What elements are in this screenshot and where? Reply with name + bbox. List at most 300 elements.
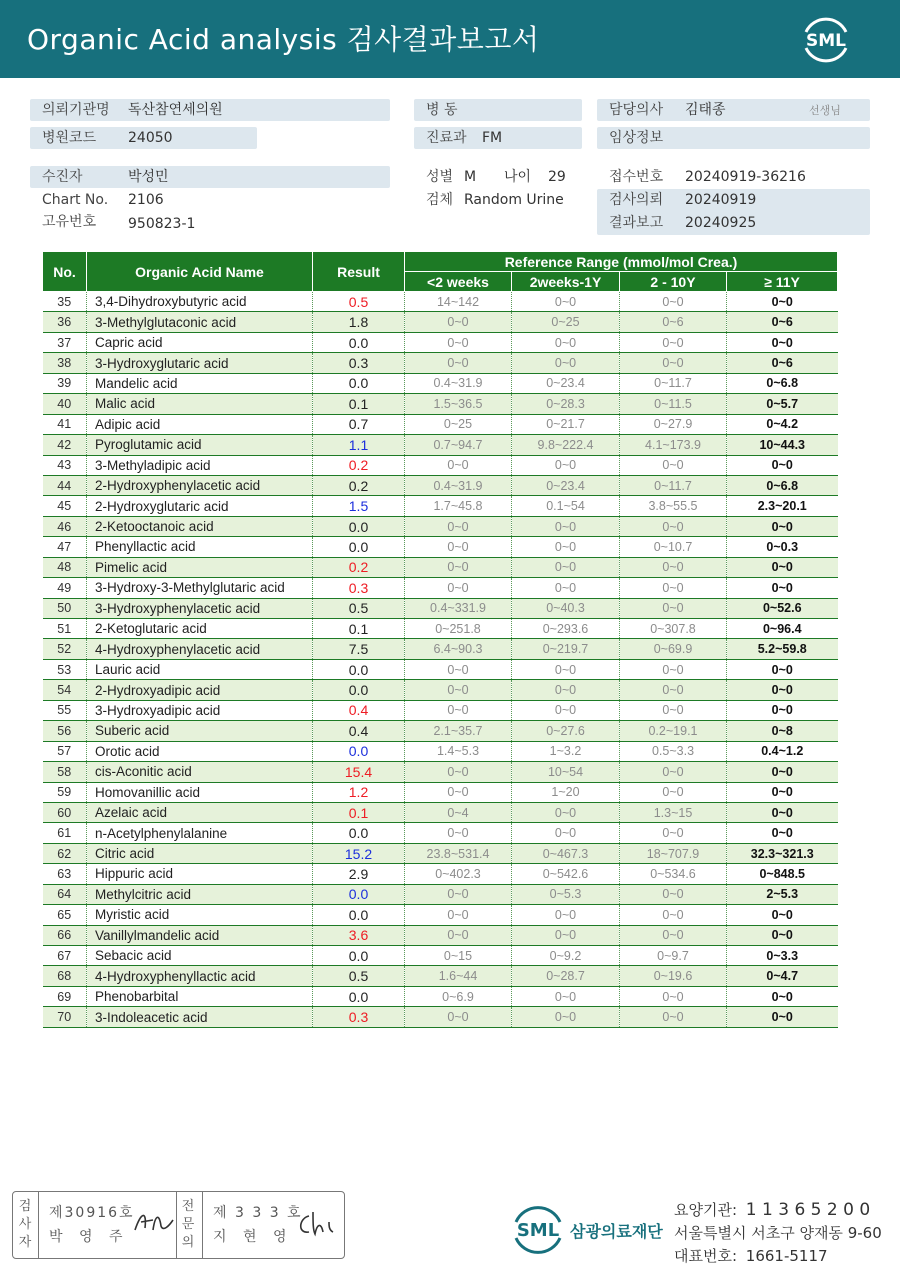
sml-logo-text: SML [806, 31, 846, 51]
phone-value: 1661-5117 [745, 1247, 828, 1265]
ref-under-2-weeks: 0.4~331.9 [405, 598, 512, 618]
table-row [43, 455, 838, 475]
result-value: 0.0 [313, 905, 405, 925]
ref-2-10y: 0~0 [620, 782, 727, 802]
ref-11y-plus: 0~0 [727, 1007, 838, 1027]
signature-box [12, 1191, 345, 1259]
ref-2-10y: 0~0 [620, 516, 727, 536]
result-value: 0.5 [313, 598, 405, 618]
acid-name: Hippuric acid [87, 864, 313, 884]
row-number: 67 [43, 946, 87, 966]
ref-under-2-weeks: 0.4~31.9 [405, 373, 512, 393]
acid-name: Pyroglutamic acid [87, 435, 313, 455]
ref-11y-plus: 0~0.3 [727, 537, 838, 557]
result-value: 0.0 [313, 946, 405, 966]
ref-under-2-weeks: 0~0 [405, 884, 512, 904]
receipt-row [597, 166, 870, 188]
ref-2-weeks-1y: 0~0 [512, 659, 620, 679]
row-number: 69 [43, 986, 87, 1006]
ref-11y-plus: 0~0 [727, 823, 838, 843]
table-row [43, 925, 838, 945]
ref-2-10y: 0~0 [620, 578, 727, 598]
clinical-info-label: 임상정보 [609, 130, 664, 146]
table-row [43, 721, 838, 741]
ref-11y-plus: 0.4~1.2 [727, 741, 838, 761]
ref-2-10y: 0~0 [620, 905, 727, 925]
divider [202, 1192, 203, 1258]
row-number: 41 [43, 414, 87, 434]
examinee-value: 박성민 [128, 169, 169, 185]
ward-row [414, 99, 582, 121]
ref-under-2-weeks: 0~0 [405, 659, 512, 679]
ref-2-10y: 0~11.7 [620, 475, 727, 495]
footer-sml-logo-icon [508, 1200, 568, 1256]
header-result: Result [313, 252, 405, 292]
ref-2-weeks-1y: 0~0 [512, 292, 620, 312]
row-number: 43 [43, 455, 87, 475]
ref-under-2-weeks: 1.4~5.3 [405, 741, 512, 761]
results-table-wrapper [42, 251, 837, 1028]
specialist-license: 제 3 3 3 호 [213, 1205, 303, 1221]
ref-2-10y: 0~6 [620, 312, 727, 332]
result-value: 0.0 [313, 373, 405, 393]
table-row [43, 946, 838, 966]
acid-name: Suberic acid [87, 721, 313, 741]
row-number: 65 [43, 905, 87, 925]
ref-2-weeks-1y: 0~0 [512, 557, 620, 577]
ref-11y-plus: 0~0 [727, 925, 838, 945]
row-number: 47 [43, 537, 87, 557]
ref-2-weeks-1y: 0~5.3 [512, 884, 620, 904]
table-header [43, 252, 838, 292]
acid-name: Pimelic acid [87, 557, 313, 577]
chart-no-value: 2106 [128, 192, 164, 208]
ref-2-weeks-1y: 9.8~222.4 [512, 435, 620, 455]
ref-11y-plus: 32.3~321.3 [727, 843, 838, 863]
header-no: No. [43, 252, 87, 292]
ref-under-2-weeks: 0~25 [405, 414, 512, 434]
row-number: 50 [43, 598, 87, 618]
ref-11y-plus: 0~0 [727, 802, 838, 822]
result-value: 3.6 [313, 925, 405, 945]
ref-under-2-weeks: 0~6.9 [405, 986, 512, 1006]
divider [38, 1192, 39, 1258]
result-value: 0.3 [313, 578, 405, 598]
ref-2-weeks-1y: 0~0 [512, 578, 620, 598]
acid-name: Phenobarbital [87, 986, 313, 1006]
row-number: 66 [43, 925, 87, 945]
ref-under-2-weeks: 1.6~44 [405, 966, 512, 986]
ref-2-10y: 0~307.8 [620, 619, 727, 639]
result-value: 0.1 [313, 802, 405, 822]
ref-2-weeks-1y: 0~0 [512, 353, 620, 373]
age-value: 29 [548, 169, 566, 185]
result-value: 0.1 [313, 394, 405, 414]
ref-2-weeks-1y: 0~28.7 [512, 966, 620, 986]
ref-11y-plus: 0~96.4 [727, 619, 838, 639]
ref-11y-plus: 0~0 [727, 292, 838, 312]
row-number: 56 [43, 721, 87, 741]
ref-under-2-weeks: 6.4~90.3 [405, 639, 512, 659]
ref-under-2-weeks: 2.1~35.7 [405, 721, 512, 741]
ref-under-2-weeks: 0~0 [405, 578, 512, 598]
table-row [43, 639, 838, 659]
ref-under-2-weeks: 0~0 [405, 762, 512, 782]
table-row [43, 782, 838, 802]
row-number: 58 [43, 762, 87, 782]
ward-label: 병 동 [426, 102, 458, 118]
result-value: 0.2 [313, 475, 405, 495]
header-name: Organic Acid Name [87, 252, 313, 292]
result-value: 0.0 [313, 741, 405, 761]
doctor-row [597, 99, 870, 121]
result-value: 7.5 [313, 639, 405, 659]
row-number: 51 [43, 619, 87, 639]
table-row [43, 986, 838, 1006]
result-value: 0.7 [313, 414, 405, 434]
ref-2-10y: 0~534.6 [620, 864, 727, 884]
ref-under-2-weeks: 0~0 [405, 905, 512, 925]
ref-2-weeks-1y: 0~219.7 [512, 639, 620, 659]
acid-name: 3-Indoleacetic acid [87, 1007, 313, 1027]
ref-under-2-weeks: 0~0 [405, 353, 512, 373]
ref-2-10y: 0~69.9 [620, 639, 727, 659]
ref-under-2-weeks: 0~251.8 [405, 619, 512, 639]
row-number: 60 [43, 802, 87, 822]
ref-2-weeks-1y: 10~54 [512, 762, 620, 782]
acid-name: Citric acid [87, 843, 313, 863]
acid-name: 3,4-Dihydroxybutyric acid [87, 292, 313, 312]
ref-under-2-weeks: 0~0 [405, 782, 512, 802]
header-age-under-2-weeks: <2 weeks [405, 272, 512, 292]
table-row [43, 435, 838, 455]
table-row [43, 1007, 838, 1027]
result-value: 0.3 [313, 353, 405, 373]
row-number: 53 [43, 659, 87, 679]
footer-logo-text: SML [516, 1220, 560, 1241]
ref-2-weeks-1y: 0~0 [512, 455, 620, 475]
row-number: 55 [43, 700, 87, 720]
ref-2-10y: 0~0 [620, 1007, 727, 1027]
ref-2-weeks-1y: 0~0 [512, 905, 620, 925]
divider [176, 1192, 177, 1258]
table-row [43, 414, 838, 434]
institution-value: 독산참연세의원 [128, 102, 223, 118]
specimen-row [414, 189, 594, 211]
acid-name: 3-Hydroxyphenylacetic acid [87, 598, 313, 618]
ref-11y-plus: 0~52.6 [727, 598, 838, 618]
sex-age-row [414, 166, 594, 188]
ref-2-10y: 18~707.9 [620, 843, 727, 863]
acid-name: Phenyllactic acid [87, 537, 313, 557]
care-code-row [674, 1199, 870, 1220]
receipt-label: 접수번호 [609, 169, 664, 185]
table-row [43, 578, 838, 598]
ref-11y-plus: 0~6 [727, 312, 838, 332]
row-number: 52 [43, 639, 87, 659]
hospital-code-value: 24050 [128, 130, 173, 146]
acid-name: 4-Hydroxyphenyllactic acid [87, 966, 313, 986]
verifier-name: 박 영 주 [49, 1229, 129, 1245]
specialist-label-text: 전문의 [181, 1199, 195, 1250]
ref-2-weeks-1y: 0~0 [512, 802, 620, 822]
phone-label: 대표번호: [674, 1247, 738, 1265]
acid-name: n-Acetylphenylalanine [87, 823, 313, 843]
ref-under-2-weeks: 0~0 [405, 925, 512, 945]
table-row [43, 843, 838, 863]
ref-under-2-weeks: 23.8~531.4 [405, 843, 512, 863]
acid-name: 3-Hydroxyadipic acid [87, 700, 313, 720]
result-value: 0.3 [313, 1007, 405, 1027]
ref-11y-plus: 0~5.7 [727, 394, 838, 414]
header-age-11y-plus: ≥ 11Y [727, 272, 838, 292]
row-number: 42 [43, 435, 87, 455]
row-number: 37 [43, 332, 87, 352]
ref-2-weeks-1y: 0~23.4 [512, 373, 620, 393]
institution-label: 의뢰기관명 [42, 102, 110, 118]
specimen-label: 검체 [426, 192, 454, 208]
ref-11y-plus: 0~3.3 [727, 946, 838, 966]
requested-value: 20240919 [685, 192, 757, 208]
reported-label: 결과보고 [609, 215, 664, 231]
unique-no-value: 950823-1 [128, 216, 196, 232]
table-row [43, 659, 838, 679]
ref-11y-plus: 10~44.3 [727, 435, 838, 455]
ref-11y-plus: 0~0 [727, 332, 838, 352]
result-value: 0.4 [313, 700, 405, 720]
sex-label: 성별 [426, 169, 454, 185]
ref-11y-plus: 0~0 [727, 557, 838, 577]
department-value: FM [482, 130, 503, 146]
row-number: 35 [43, 292, 87, 312]
ref-11y-plus: 0~0 [727, 455, 838, 475]
sml-logo-icon [796, 12, 856, 66]
ref-2-weeks-1y: 0.1~54 [512, 496, 620, 516]
requested-label: 검사의뢰 [609, 192, 664, 208]
result-value: 1.5 [313, 496, 405, 516]
acid-name: Methylcitric acid [87, 884, 313, 904]
ref-under-2-weeks: 0~15 [405, 946, 512, 966]
dates-block [597, 189, 870, 235]
row-number: 40 [43, 394, 87, 414]
acid-name: 4-Hydroxyphenylacetic acid [87, 639, 313, 659]
acid-name: 3-Hydroxyglutaric acid [87, 353, 313, 373]
table-row [43, 680, 838, 700]
result-value: 0.0 [313, 884, 405, 904]
ref-under-2-weeks: 0~0 [405, 680, 512, 700]
ref-2-10y: 0~27.9 [620, 414, 727, 434]
care-code-label: 요양기관: [674, 1201, 738, 1219]
acid-name: cis-Aconitic acid [87, 762, 313, 782]
ref-under-2-weeks: 0~0 [405, 332, 512, 352]
ref-11y-plus: 0~0 [727, 516, 838, 536]
care-code-value: 1 1 3 6 5 2 0 0 [745, 1200, 871, 1220]
verifier-license: 제30916호 [49, 1205, 135, 1221]
table-row [43, 292, 838, 312]
ref-under-2-weeks: 1.5~36.5 [405, 394, 512, 414]
ref-2-weeks-1y: 0~0 [512, 700, 620, 720]
acid-name: 3-Methyladipic acid [87, 455, 313, 475]
ref-11y-plus: 0~0 [727, 782, 838, 802]
acid-name: 2-Ketoglutaric acid [87, 619, 313, 639]
department-label: 진료과 [426, 130, 467, 146]
row-number: 59 [43, 782, 87, 802]
ref-2-10y: 0~0 [620, 659, 727, 679]
ref-2-weeks-1y: 0~21.7 [512, 414, 620, 434]
ref-11y-plus: 0~6.8 [727, 373, 838, 393]
ref-2-10y: 0~0 [620, 598, 727, 618]
doctor-value: 김태종 [685, 102, 726, 118]
result-value: 0.0 [313, 537, 405, 557]
ref-11y-plus: 5.2~59.8 [727, 639, 838, 659]
ref-2-10y: 0~19.6 [620, 966, 727, 986]
ref-11y-plus: 0~0 [727, 905, 838, 925]
result-value: 0.5 [313, 292, 405, 312]
ref-11y-plus: 0~0 [727, 578, 838, 598]
table-row [43, 312, 838, 332]
specialist-name: 지 현 영 [213, 1229, 293, 1245]
row-number: 39 [43, 373, 87, 393]
ref-2-10y: 3.8~55.5 [620, 496, 727, 516]
row-number: 63 [43, 864, 87, 884]
result-value: 0.0 [313, 332, 405, 352]
table-row [43, 802, 838, 822]
table-row [43, 884, 838, 904]
row-number: 46 [43, 516, 87, 536]
result-value: 1.1 [313, 435, 405, 455]
ref-2-weeks-1y: 0~293.6 [512, 619, 620, 639]
reported-value: 20240925 [685, 215, 757, 231]
acid-name: Malic acid [87, 394, 313, 414]
ref-2-10y: 0~0 [620, 455, 727, 475]
ref-2-10y: 0~11.5 [620, 394, 727, 414]
specimen-value: Random Urine [464, 192, 564, 208]
table-row [43, 864, 838, 884]
result-value: 0.4 [313, 721, 405, 741]
ref-2-weeks-1y: 0~40.3 [512, 598, 620, 618]
result-value: 15.4 [313, 762, 405, 782]
ref-under-2-weeks: 0~0 [405, 1007, 512, 1027]
org-name: 삼광의료재단 [570, 1222, 663, 1241]
acid-name: Sebacic acid [87, 946, 313, 966]
ref-2-weeks-1y: 0~0 [512, 680, 620, 700]
ref-11y-plus: 0~4.7 [727, 966, 838, 986]
ref-under-2-weeks: 0~0 [405, 312, 512, 332]
ref-2-weeks-1y: 1~20 [512, 782, 620, 802]
table-row [43, 700, 838, 720]
ref-11y-plus: 0~0 [727, 680, 838, 700]
ref-2-10y: 0~0 [620, 762, 727, 782]
ref-2-weeks-1y: 0~25 [512, 312, 620, 332]
ref-2-weeks-1y: 1~3.2 [512, 741, 620, 761]
ref-2-10y: 0~11.7 [620, 373, 727, 393]
ref-2-10y: 0~0 [620, 292, 727, 312]
ref-2-10y: 0.2~19.1 [620, 721, 727, 741]
doctor-suffix: 선생님 [809, 104, 841, 117]
result-value: 0.0 [313, 823, 405, 843]
table-row [43, 332, 838, 352]
table-body [43, 292, 838, 1028]
chart-no-label: Chart No. [42, 192, 109, 208]
ref-2-weeks-1y: 0~542.6 [512, 864, 620, 884]
verifier-signature-icon [131, 1206, 175, 1236]
ref-2-weeks-1y: 0~0 [512, 516, 620, 536]
verifier-label [18, 1198, 34, 1252]
row-number: 57 [43, 741, 87, 761]
row-number: 48 [43, 557, 87, 577]
result-value: 0.0 [313, 986, 405, 1006]
clinical-info-row [597, 127, 870, 149]
header-age-2-10y: 2 - 10Y [620, 272, 727, 292]
result-value: 0.5 [313, 966, 405, 986]
report-title: Organic Acid analysis 검사결과보고서 [27, 23, 540, 56]
result-value: 0.2 [313, 557, 405, 577]
acid-name: Mandelic acid [87, 373, 313, 393]
table-row [43, 475, 838, 495]
table-row [43, 619, 838, 639]
ref-2-10y: 0~0 [620, 332, 727, 352]
acid-name: 2-Hydroxyadipic acid [87, 680, 313, 700]
examinee-row [30, 166, 390, 188]
ref-2-10y: 0~0 [620, 680, 727, 700]
row-number: 44 [43, 475, 87, 495]
ref-under-2-weeks: 0~0 [405, 557, 512, 577]
doctor-label: 담당의사 [609, 102, 664, 118]
ref-2-weeks-1y: 0~9.2 [512, 946, 620, 966]
ref-11y-plus: 0~8 [727, 721, 838, 741]
ref-2-10y: 0~0 [620, 986, 727, 1006]
address: 서울특별시 서초구 양재동 9-60 [674, 1224, 882, 1242]
table-row [43, 823, 838, 843]
receipt-value: 20240919-36216 [685, 169, 806, 185]
result-value: 0.2 [313, 455, 405, 475]
ref-under-2-weeks: 0~0 [405, 823, 512, 843]
ref-2-weeks-1y: 0~0 [512, 332, 620, 352]
table-row [43, 598, 838, 618]
table-row [43, 905, 838, 925]
result-value: 2.9 [313, 864, 405, 884]
ref-11y-plus: 0~0 [727, 762, 838, 782]
table-row [43, 966, 838, 986]
unique-no-label: 고유번호 [42, 214, 97, 230]
acid-name: Azelaic acid [87, 802, 313, 822]
row-number: 68 [43, 966, 87, 986]
table-row [43, 496, 838, 516]
ref-under-2-weeks: 0~402.3 [405, 864, 512, 884]
ref-under-2-weeks: 0~0 [405, 700, 512, 720]
row-number: 45 [43, 496, 87, 516]
ref-under-2-weeks: 0~0 [405, 455, 512, 475]
ref-2-10y: 0~0 [620, 557, 727, 577]
acid-name: Homovanillic acid [87, 782, 313, 802]
acid-name: 3-Hydroxy-3-Methylglutaric acid [87, 578, 313, 598]
row-number: 70 [43, 1007, 87, 1027]
acid-name: 2-Hydroxyphenylacetic acid [87, 475, 313, 495]
table-row [43, 557, 838, 577]
ref-2-weeks-1y: 0~467.3 [512, 843, 620, 863]
hospital-code-label: 병원코드 [42, 130, 97, 146]
result-value: 1.2 [313, 782, 405, 802]
ref-2-weeks-1y: 0~0 [512, 925, 620, 945]
row-number: 54 [43, 680, 87, 700]
sex-value: M [464, 169, 477, 185]
ref-11y-plus: 0~6 [727, 353, 838, 373]
ref-2-10y: 0~0 [620, 884, 727, 904]
report-header [0, 0, 900, 78]
ref-2-weeks-1y: 0~0 [512, 1007, 620, 1027]
table-row [43, 373, 838, 393]
table-row [43, 741, 838, 761]
